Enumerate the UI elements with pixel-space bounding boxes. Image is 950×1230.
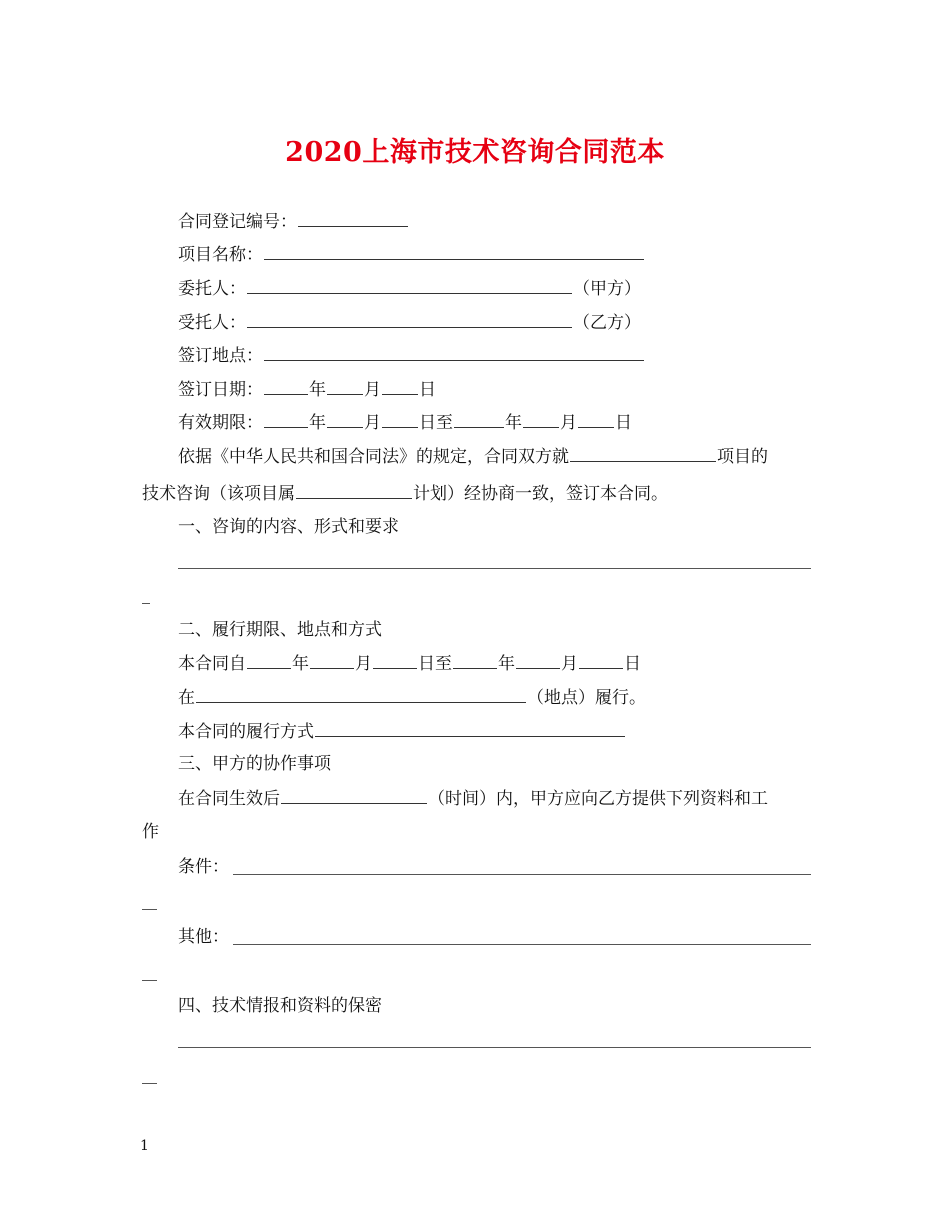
sign-date-label: 签订日期： xyxy=(178,380,263,400)
intro-text-b: 项目的 xyxy=(717,447,768,467)
section-4-heading: 四、技术情报和资料的保密 xyxy=(178,996,382,1016)
client-suffix: （甲方） xyxy=(573,279,641,299)
term-from-month-blank[interactable] xyxy=(310,652,354,669)
term-to-day-blank[interactable] xyxy=(579,652,623,669)
project-name-line xyxy=(178,243,645,266)
year-unit: 年 xyxy=(292,654,309,674)
page-number: 1 xyxy=(140,1138,149,1154)
other-fill-line[interactable] xyxy=(233,944,811,945)
other-label: 其他： xyxy=(178,927,229,947)
intro-text-d: 计划）经协商一致，签订本合同。 xyxy=(413,484,668,504)
location-suffix: （地点）履行。 xyxy=(527,688,646,708)
day-to-unit: 日至 xyxy=(419,413,453,433)
after-effect-wrap: 作 xyxy=(142,822,159,842)
document-title: 2020上海市技术咨询合同范本 xyxy=(285,137,665,168)
valid-from-month-blank[interactable] xyxy=(327,411,363,428)
reg-no-line xyxy=(178,210,409,233)
validity-line xyxy=(178,411,632,434)
place-line xyxy=(178,344,645,367)
trustee-line xyxy=(178,311,641,334)
term-to-month-blank[interactable] xyxy=(516,652,560,669)
valid-to-year-blank[interactable] xyxy=(454,411,504,428)
year-unit: 年 xyxy=(309,413,326,433)
sign-year-blank[interactable] xyxy=(264,378,308,395)
valid-to-day-blank[interactable] xyxy=(578,411,614,428)
trustee-suffix: （乙方） xyxy=(573,313,641,333)
sign-date-line xyxy=(178,378,436,401)
section-1-heading: 一、咨询的内容、形式和要求 xyxy=(178,517,399,537)
valid-to-month-blank[interactable] xyxy=(523,411,559,428)
project-name-blank[interactable] xyxy=(264,243,644,260)
place-blank[interactable] xyxy=(264,344,644,361)
after-effect-label: 在合同生效后 xyxy=(178,789,280,809)
trustee-label: 受托人： xyxy=(178,313,246,333)
month-unit: 月 xyxy=(561,654,578,674)
section-3-heading: 三、甲方的协作事项 xyxy=(178,754,331,774)
section-1-fill-line-end xyxy=(142,603,150,604)
other-fill-line-end xyxy=(142,980,157,981)
time-blank[interactable] xyxy=(281,787,427,804)
section-4-fill-line[interactable] xyxy=(178,1047,811,1048)
term-line xyxy=(178,652,641,675)
location-label: 在 xyxy=(178,688,195,708)
section-1-fill-line[interactable] xyxy=(178,568,811,569)
sign-day-blank[interactable] xyxy=(382,378,418,395)
trustee-blank[interactable] xyxy=(247,311,572,328)
sign-month-blank[interactable] xyxy=(327,378,363,395)
year-unit: 年 xyxy=(498,654,515,674)
valid-from-year-blank[interactable] xyxy=(264,411,308,428)
day-unit: 日 xyxy=(615,413,632,433)
section-2-heading: 二、履行期限、地点和方式 xyxy=(178,620,382,640)
plan-blank[interactable] xyxy=(296,482,412,499)
after-effect-line xyxy=(178,787,768,810)
location-line xyxy=(178,686,646,709)
client-blank[interactable] xyxy=(247,277,572,294)
term-to-year-blank[interactable] xyxy=(453,652,497,669)
month-unit: 月 xyxy=(364,380,381,400)
conditions-fill-line-end xyxy=(142,909,157,910)
year-unit: 年 xyxy=(505,413,522,433)
month-unit: 月 xyxy=(560,413,577,433)
month-unit: 月 xyxy=(355,654,372,674)
method-label: 本合同的履行方式 xyxy=(178,722,314,742)
term-from-year-blank[interactable] xyxy=(247,652,291,669)
conditions-fill-line[interactable] xyxy=(233,874,811,875)
method-line xyxy=(178,720,626,743)
project-blank[interactable] xyxy=(570,445,716,462)
day-unit: 日 xyxy=(419,380,436,400)
client-line xyxy=(178,277,641,300)
term-from-label: 本合同自 xyxy=(178,654,246,674)
client-label: 委托人： xyxy=(178,279,246,299)
intro-text-c: 技术咨询（该项目属 xyxy=(142,484,295,504)
conditions-line xyxy=(178,856,229,878)
term-from-day-blank[interactable] xyxy=(373,652,417,669)
year-unit: 年 xyxy=(309,380,326,400)
after-effect-text: （时间）内，甲方应向乙方提供下列资料和工 xyxy=(428,789,768,809)
month-unit: 月 xyxy=(364,413,381,433)
reg-no-label: 合同登记编号： xyxy=(178,212,297,232)
intro-line-1 xyxy=(178,445,768,468)
intro-line-2 xyxy=(142,482,668,505)
section-4-fill-line-end xyxy=(142,1083,157,1084)
method-blank[interactable] xyxy=(315,720,625,737)
day-to-unit: 日至 xyxy=(418,654,452,674)
location-blank[interactable] xyxy=(196,686,526,703)
valid-from-day-blank[interactable] xyxy=(382,411,418,428)
validity-label: 有效期限： xyxy=(178,413,263,433)
other-line xyxy=(178,926,229,948)
intro-text-a: 依据《中华人民共和国合同法》的规定，合同双方就 xyxy=(178,447,569,467)
day-unit: 日 xyxy=(624,654,641,674)
conditions-label: 条件： xyxy=(178,857,229,877)
reg-no-blank[interactable] xyxy=(298,210,408,227)
place-label: 签订地点： xyxy=(178,346,263,366)
project-name-label: 项目名称： xyxy=(178,245,263,265)
